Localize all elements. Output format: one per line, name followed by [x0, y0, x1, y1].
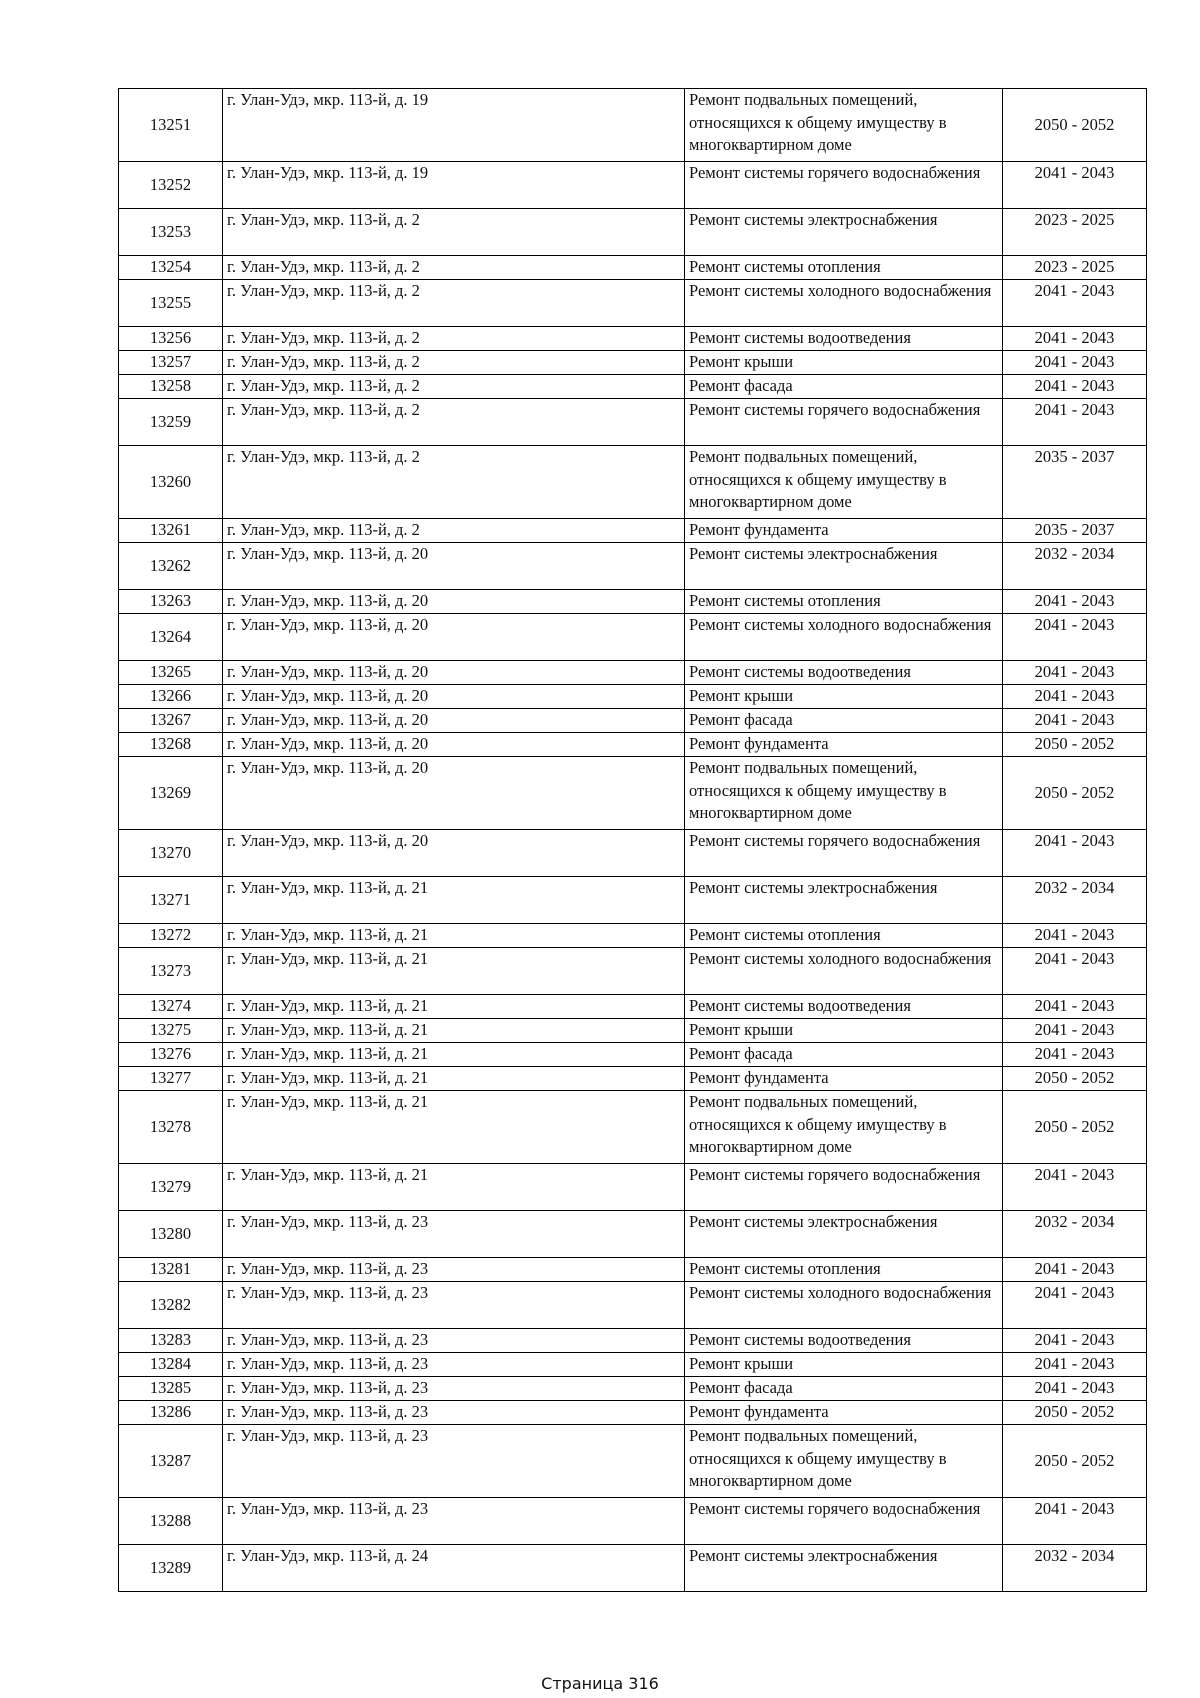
table-row — [119, 1329, 1147, 1353]
table-row — [119, 709, 1147, 733]
work-type-cell: Ремонт системы водоотведения — [685, 661, 1003, 685]
row-number-cell: 13261 — [119, 519, 223, 543]
period-cell: 2041 - 2043 — [1003, 1377, 1147, 1401]
capital-repair-table — [118, 88, 1147, 1592]
period-cell: 2041 - 2043 — [1003, 1329, 1147, 1353]
work-type-cell: Ремонт фундамента — [685, 733, 1003, 757]
address-cell: г. Улан-Удэ, мкр. 113-й, д. 20 — [223, 733, 685, 757]
table-row — [119, 948, 1147, 995]
address-cell: г. Улан-Удэ, мкр. 113-й, д. 20 — [223, 709, 685, 733]
row-number-cell: 13257 — [119, 351, 223, 375]
address-cell: г. Улан-Удэ, мкр. 113-й, д. 2 — [223, 256, 685, 280]
period-cell: 2041 - 2043 — [1003, 351, 1147, 375]
period-cell: 2041 - 2043 — [1003, 399, 1147, 446]
table-row — [119, 924, 1147, 948]
row-number-cell: 13273 — [119, 948, 223, 995]
work-type-cell: Ремонт фасада — [685, 1043, 1003, 1067]
work-type-cell: Ремонт системы холодного водоснабжения — [685, 280, 1003, 327]
period-cell: 2023 - 2025 — [1003, 256, 1147, 280]
work-type-cell: Ремонт системы горячего водоснабжения — [685, 830, 1003, 877]
row-number-cell: 13276 — [119, 1043, 223, 1067]
row-number-cell: 13280 — [119, 1211, 223, 1258]
row-number-cell: 13259 — [119, 399, 223, 446]
table-row — [119, 877, 1147, 924]
work-type-cell: Ремонт системы горячего водоснабжения — [685, 162, 1003, 209]
row-number-cell: 13268 — [119, 733, 223, 757]
table-row — [119, 1091, 1147, 1164]
period-cell: 2041 - 2043 — [1003, 1498, 1147, 1545]
table-row — [119, 256, 1147, 280]
work-type-cell: Ремонт фасада — [685, 1377, 1003, 1401]
row-number-cell: 13278 — [119, 1091, 223, 1164]
table-row — [119, 162, 1147, 209]
table-row — [119, 1282, 1147, 1329]
table-row — [119, 1377, 1147, 1401]
row-number-cell: 13279 — [119, 1164, 223, 1211]
address-cell: г. Улан-Удэ, мкр. 113-й, д. 21 — [223, 995, 685, 1019]
table-row — [119, 89, 1147, 162]
table-row — [119, 446, 1147, 519]
row-number-cell: 13266 — [119, 685, 223, 709]
address-cell: г. Улан-Удэ, мкр. 113-й, д. 20 — [223, 661, 685, 685]
row-number-cell: 13289 — [119, 1545, 223, 1592]
row-number-cell: 13277 — [119, 1067, 223, 1091]
row-number-cell: 13258 — [119, 375, 223, 399]
work-type-cell: Ремонт фундамента — [685, 519, 1003, 543]
work-type-cell: Ремонт системы отопления — [685, 256, 1003, 280]
address-cell: г. Улан-Удэ, мкр. 113-й, д. 20 — [223, 830, 685, 877]
address-cell: г. Улан-Удэ, мкр. 113-й, д. 2 — [223, 280, 685, 327]
row-number-cell: 13269 — [119, 757, 223, 830]
period-cell: 2041 - 2043 — [1003, 614, 1147, 661]
period-cell: 2041 - 2043 — [1003, 1019, 1147, 1043]
work-type-cell: Ремонт фундамента — [685, 1067, 1003, 1091]
work-type-cell: Ремонт подвальных помещений, относящихся к общему имуществу в многоквартирном доме — [685, 89, 1003, 162]
period-cell: 2041 - 2043 — [1003, 1164, 1147, 1211]
table-row — [119, 733, 1147, 757]
work-type-cell: Ремонт системы горячего водоснабжения — [685, 399, 1003, 446]
work-type-cell: Ремонт крыши — [685, 1353, 1003, 1377]
row-number-cell: 13287 — [119, 1425, 223, 1498]
period-cell: 2041 - 2043 — [1003, 948, 1147, 995]
address-cell: г. Улан-Удэ, мкр. 113-й, д. 23 — [223, 1329, 685, 1353]
row-number-cell: 13262 — [119, 543, 223, 590]
period-cell: 2041 - 2043 — [1003, 1043, 1147, 1067]
address-cell: г. Улан-Удэ, мкр. 113-й, д. 20 — [223, 614, 685, 661]
period-cell: 2041 - 2043 — [1003, 924, 1147, 948]
period-cell: 2035 - 2037 — [1003, 519, 1147, 543]
work-type-cell: Ремонт системы горячего водоснабжения — [685, 1164, 1003, 1211]
address-cell: г. Улан-Удэ, мкр. 113-й, д. 20 — [223, 757, 685, 830]
period-cell: 2032 - 2034 — [1003, 543, 1147, 590]
row-number-cell: 13270 — [119, 830, 223, 877]
work-type-cell: Ремонт системы отопления — [685, 924, 1003, 948]
work-type-cell: Ремонт фасада — [685, 709, 1003, 733]
table-row — [119, 1211, 1147, 1258]
address-cell: г. Улан-Удэ, мкр. 113-й, д. 24 — [223, 1545, 685, 1592]
address-cell: г. Улан-Удэ, мкр. 113-й, д. 2 — [223, 209, 685, 256]
address-cell: г. Улан-Удэ, мкр. 113-й, д. 20 — [223, 543, 685, 590]
address-cell: г. Улан-Удэ, мкр. 113-й, д. 2 — [223, 446, 685, 519]
row-number-cell: 13284 — [119, 1353, 223, 1377]
row-number-cell: 13275 — [119, 1019, 223, 1043]
period-cell: 2041 - 2043 — [1003, 685, 1147, 709]
work-type-cell: Ремонт системы горячего водоснабжения — [685, 1498, 1003, 1545]
work-type-cell: Ремонт фундамента — [685, 1401, 1003, 1425]
work-type-cell: Ремонт системы электроснабжения — [685, 1211, 1003, 1258]
row-number-cell: 13288 — [119, 1498, 223, 1545]
table-row — [119, 1043, 1147, 1067]
row-number-cell: 13283 — [119, 1329, 223, 1353]
work-type-cell: Ремонт крыши — [685, 685, 1003, 709]
work-type-cell: Ремонт системы отопления — [685, 1258, 1003, 1282]
table-row — [119, 1019, 1147, 1043]
row-number-cell: 13265 — [119, 661, 223, 685]
row-number-cell: 13254 — [119, 256, 223, 280]
table-row — [119, 1164, 1147, 1211]
address-cell: г. Улан-Удэ, мкр. 113-й, д. 2 — [223, 327, 685, 351]
period-cell: 2041 - 2043 — [1003, 1353, 1147, 1377]
address-cell: г. Улан-Удэ, мкр. 113-й, д. 21 — [223, 948, 685, 995]
row-number-cell: 13286 — [119, 1401, 223, 1425]
period-cell: 2041 - 2043 — [1003, 661, 1147, 685]
work-type-cell: Ремонт подвальных помещений, относящихся к общему имуществу в многоквартирном доме — [685, 1425, 1003, 1498]
table-row — [119, 519, 1147, 543]
period-cell: 2041 - 2043 — [1003, 590, 1147, 614]
table-row — [119, 757, 1147, 830]
period-cell: 2050 - 2052 — [1003, 1425, 1147, 1498]
address-cell: г. Улан-Удэ, мкр. 113-й, д. 23 — [223, 1353, 685, 1377]
address-cell: г. Улан-Удэ, мкр. 113-й, д. 23 — [223, 1282, 685, 1329]
address-cell: г. Улан-Удэ, мкр. 113-й, д. 2 — [223, 375, 685, 399]
table-row — [119, 1545, 1147, 1592]
table-row — [119, 590, 1147, 614]
period-cell: 2035 - 2037 — [1003, 446, 1147, 519]
address-cell: г. Улан-Удэ, мкр. 113-й, д. 21 — [223, 1019, 685, 1043]
period-cell: 2050 - 2052 — [1003, 1091, 1147, 1164]
period-cell: 2032 - 2034 — [1003, 1211, 1147, 1258]
work-type-cell: Ремонт системы холодного водоснабжения — [685, 1282, 1003, 1329]
table-row — [119, 280, 1147, 327]
work-type-cell: Ремонт системы отопления — [685, 590, 1003, 614]
work-type-cell: Ремонт подвальных помещений, относящихся к общему имуществу в многоквартирном доме — [685, 757, 1003, 830]
period-cell: 2041 - 2043 — [1003, 995, 1147, 1019]
work-type-cell: Ремонт системы электроснабжения — [685, 209, 1003, 256]
period-cell: 2050 - 2052 — [1003, 89, 1147, 162]
work-type-cell: Ремонт подвальных помещений, относящихся к общему имуществу в многоквартирном доме — [685, 1091, 1003, 1164]
work-type-cell: Ремонт системы водоотведения — [685, 327, 1003, 351]
address-cell: г. Улан-Удэ, мкр. 113-й, д. 2 — [223, 519, 685, 543]
row-number-cell: 13274 — [119, 995, 223, 1019]
period-cell: 2041 - 2043 — [1003, 1282, 1147, 1329]
period-cell: 2041 - 2043 — [1003, 162, 1147, 209]
work-type-cell: Ремонт системы водоотведения — [685, 1329, 1003, 1353]
row-number-cell: 13264 — [119, 614, 223, 661]
work-type-cell: Ремонт фасада — [685, 375, 1003, 399]
table-row — [119, 209, 1147, 256]
period-cell: 2023 - 2025 — [1003, 209, 1147, 256]
period-cell: 2050 - 2052 — [1003, 1401, 1147, 1425]
period-cell: 2041 - 2043 — [1003, 709, 1147, 733]
row-number-cell: 13272 — [119, 924, 223, 948]
table-row — [119, 1353, 1147, 1377]
table-row — [119, 327, 1147, 351]
table-row — [119, 1258, 1147, 1282]
page-number: Страница 316 — [541, 1674, 659, 1693]
address-cell: г. Улан-Удэ, мкр. 113-й, д. 21 — [223, 1067, 685, 1091]
table-row — [119, 661, 1147, 685]
row-number-cell: 13271 — [119, 877, 223, 924]
address-cell: г. Улан-Удэ, мкр. 113-й, д. 23 — [223, 1258, 685, 1282]
table-body — [119, 89, 1147, 1592]
address-cell: г. Улан-Удэ, мкр. 113-й, д. 21 — [223, 877, 685, 924]
work-type-cell: Ремонт системы холодного водоснабжения — [685, 614, 1003, 661]
table-row — [119, 1067, 1147, 1091]
address-cell: г. Улан-Удэ, мкр. 113-й, д. 23 — [223, 1401, 685, 1425]
address-cell: г. Улан-Удэ, мкр. 113-й, д. 23 — [223, 1377, 685, 1401]
work-type-cell: Ремонт крыши — [685, 1019, 1003, 1043]
period-cell: 2050 - 2052 — [1003, 733, 1147, 757]
work-type-cell: Ремонт крыши — [685, 351, 1003, 375]
address-cell: г. Улан-Удэ, мкр. 113-й, д. 21 — [223, 924, 685, 948]
row-number-cell: 13281 — [119, 1258, 223, 1282]
address-cell: г. Улан-Удэ, мкр. 113-й, д. 23 — [223, 1211, 685, 1258]
period-cell: 2041 - 2043 — [1003, 830, 1147, 877]
table-row — [119, 1425, 1147, 1498]
table-row — [119, 685, 1147, 709]
address-cell: г. Улан-Удэ, мкр. 113-й, д. 21 — [223, 1091, 685, 1164]
row-number-cell: 13255 — [119, 280, 223, 327]
table-row — [119, 995, 1147, 1019]
work-type-cell: Ремонт подвальных помещений, относящихся к общему имуществу в многоквартирном доме — [685, 446, 1003, 519]
table-row — [119, 399, 1147, 446]
address-cell: г. Улан-Удэ, мкр. 113-й, д. 19 — [223, 162, 685, 209]
period-cell: 2050 - 2052 — [1003, 757, 1147, 830]
period-cell: 2041 - 2043 — [1003, 327, 1147, 351]
address-cell: г. Улан-Удэ, мкр. 113-й, д. 2 — [223, 399, 685, 446]
row-number-cell: 13282 — [119, 1282, 223, 1329]
address-cell: г. Улан-Удэ, мкр. 113-й, д. 21 — [223, 1164, 685, 1211]
period-cell: 2041 - 2043 — [1003, 375, 1147, 399]
address-cell: г. Улан-Удэ, мкр. 113-й, д. 19 — [223, 89, 685, 162]
period-cell: 2032 - 2034 — [1003, 1545, 1147, 1592]
table-row — [119, 351, 1147, 375]
table-row — [119, 1401, 1147, 1425]
row-number-cell: 13251 — [119, 89, 223, 162]
row-number-cell: 13263 — [119, 590, 223, 614]
row-number-cell: 13252 — [119, 162, 223, 209]
work-type-cell: Ремонт системы электроснабжения — [685, 1545, 1003, 1592]
address-cell: г. Улан-Удэ, мкр. 113-й, д. 23 — [223, 1425, 685, 1498]
address-cell: г. Улан-Удэ, мкр. 113-й, д. 23 — [223, 1498, 685, 1545]
table-row — [119, 1498, 1147, 1545]
address-cell: г. Улан-Удэ, мкр. 113-й, д. 2 — [223, 351, 685, 375]
address-cell: г. Улан-Удэ, мкр. 113-й, д. 21 — [223, 1043, 685, 1067]
address-cell: г. Улан-Удэ, мкр. 113-й, д. 20 — [223, 685, 685, 709]
table-row — [119, 614, 1147, 661]
table-row — [119, 830, 1147, 877]
work-type-cell: Ремонт системы электроснабжения — [685, 543, 1003, 590]
row-number-cell: 13285 — [119, 1377, 223, 1401]
table-row — [119, 375, 1147, 399]
period-cell: 2032 - 2034 — [1003, 877, 1147, 924]
period-cell: 2050 - 2052 — [1003, 1067, 1147, 1091]
work-type-cell: Ремонт системы водоотведения — [685, 995, 1003, 1019]
work-type-cell: Ремонт системы электроснабжения — [685, 877, 1003, 924]
table-row — [119, 543, 1147, 590]
period-cell: 2041 - 2043 — [1003, 1258, 1147, 1282]
period-cell: 2041 - 2043 — [1003, 280, 1147, 327]
work-type-cell: Ремонт системы холодного водоснабжения — [685, 948, 1003, 995]
row-number-cell: 13253 — [119, 209, 223, 256]
row-number-cell: 13267 — [119, 709, 223, 733]
row-number-cell: 13260 — [119, 446, 223, 519]
row-number-cell: 13256 — [119, 327, 223, 351]
address-cell: г. Улан-Удэ, мкр. 113-й, д. 20 — [223, 590, 685, 614]
